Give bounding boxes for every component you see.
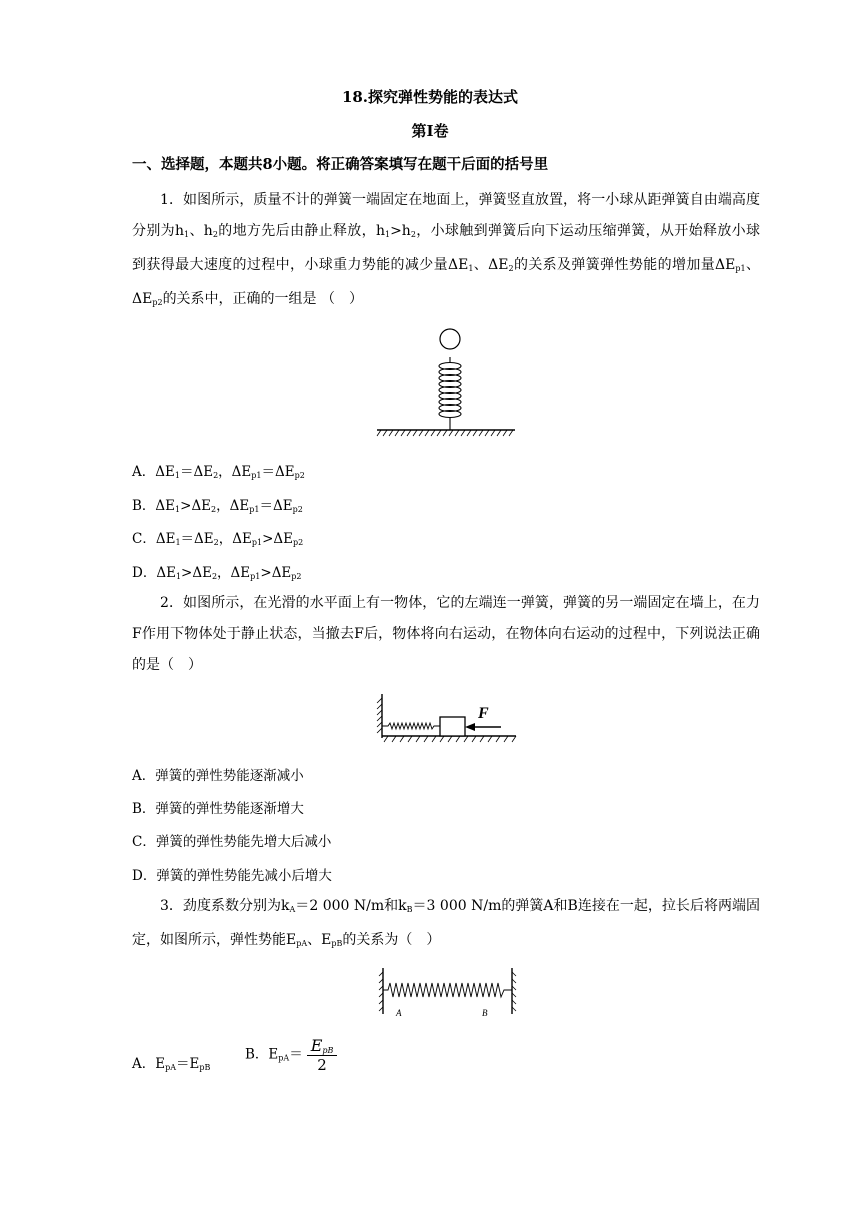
figure-two-springs-between-walls bbox=[378, 966, 518, 1020]
question-2-option-d: D．弹簧的弹性势能先减小后增大 bbox=[132, 868, 332, 884]
spring-a-label: A bbox=[396, 1008, 402, 1018]
section-heading: 一、选择题，本题共8小题。将正确答案填写在题干后面的括号里 bbox=[132, 156, 549, 173]
question-1-stem: 1．如图所示，质量不计的弹簧一端固定在地面上，弹簧竖直放置，将一小球从距弹簧自由端高度分别为$h_1$、$h_2$的地方先后由静止释放，$h_1>h_2$，小球触到弹簧后向下运动压缩弹簧，从开始释放小球到获得最大速度的过程中，小球重力势能的减少量$\Delta E_1$、$\Delta E_2$的关系及弹簧弹性势能的增加量$\Delta E_{p1}$、$\Delta E_{p2}$的关系中，正确的一组是 （ ） bbox=[132, 192, 760, 307]
question-1-option-c: C．$\Delta E_1=\Delta E_2$，$\Delta E_{p1}>\Delta E_{p2}$ bbox=[132, 531, 304, 547]
question-3-stem: 3．劲度系数分别为$k_A=2$ 000 N/m和$k_B=3$ 000 N/m的弹簧A和B连接在一起，拉长后将两端固定，如图所示，弹性势能$E_{pA}$、$E_{pB}$的关系为（ ） bbox=[132, 898, 761, 948]
force-label-f: F bbox=[478, 705, 489, 722]
question-3-option-a: A．$E_{pA}=E_{pB}$ bbox=[132, 1056, 211, 1072]
spring-b-label: B bbox=[482, 1008, 488, 1018]
figure-vertical-spring-ball bbox=[375, 322, 517, 438]
question-2-option-a: A．弹簧的弹性势能逐渐减小 bbox=[132, 768, 304, 784]
fraction: $\frac{E_{pB}}{2}$ bbox=[307, 1036, 338, 1074]
question-2-option-c: C．弹簧的弹性势能先增大后减小 bbox=[132, 834, 332, 850]
question-1-option-b: B．$\Delta E_1>\Delta E_2$，$\Delta E_{p1}=\Delta E_{p2}$ bbox=[132, 498, 303, 514]
question-2-stem: 2．如图所示，在光滑的水平面上有一物体，它的左端连一弹簧，弹簧的另一端固定在墙上，在力F作用下物体处于静止状态，当撤去F后，物体将向右运动，在物体向右运动的过程中，下列说法正确的是（ ） bbox=[132, 595, 760, 673]
volume-heading: 第Ⅰ卷 bbox=[411, 122, 449, 140]
question-3-option-b: B．$E_{pA}=$ $\frac{E_{pB}}{2}$ bbox=[245, 1036, 337, 1074]
page-title: 18.探究弹性势能的表达式 bbox=[341, 88, 519, 106]
question-2-option-b: B．弹簧的弹性势能逐渐增大 bbox=[132, 801, 304, 817]
question-1-option-d: D．$\Delta E_1>\Delta E_2$，$\Delta E_{p1}>\Delta E_{p2}$ bbox=[132, 565, 302, 581]
figure-horizontal-spring-block bbox=[376, 692, 518, 744]
question-1-option-a: A．$\Delta E_1=\Delta E_2$，$\Delta E_{p1}=\Delta E_{p2}$ bbox=[132, 464, 305, 480]
